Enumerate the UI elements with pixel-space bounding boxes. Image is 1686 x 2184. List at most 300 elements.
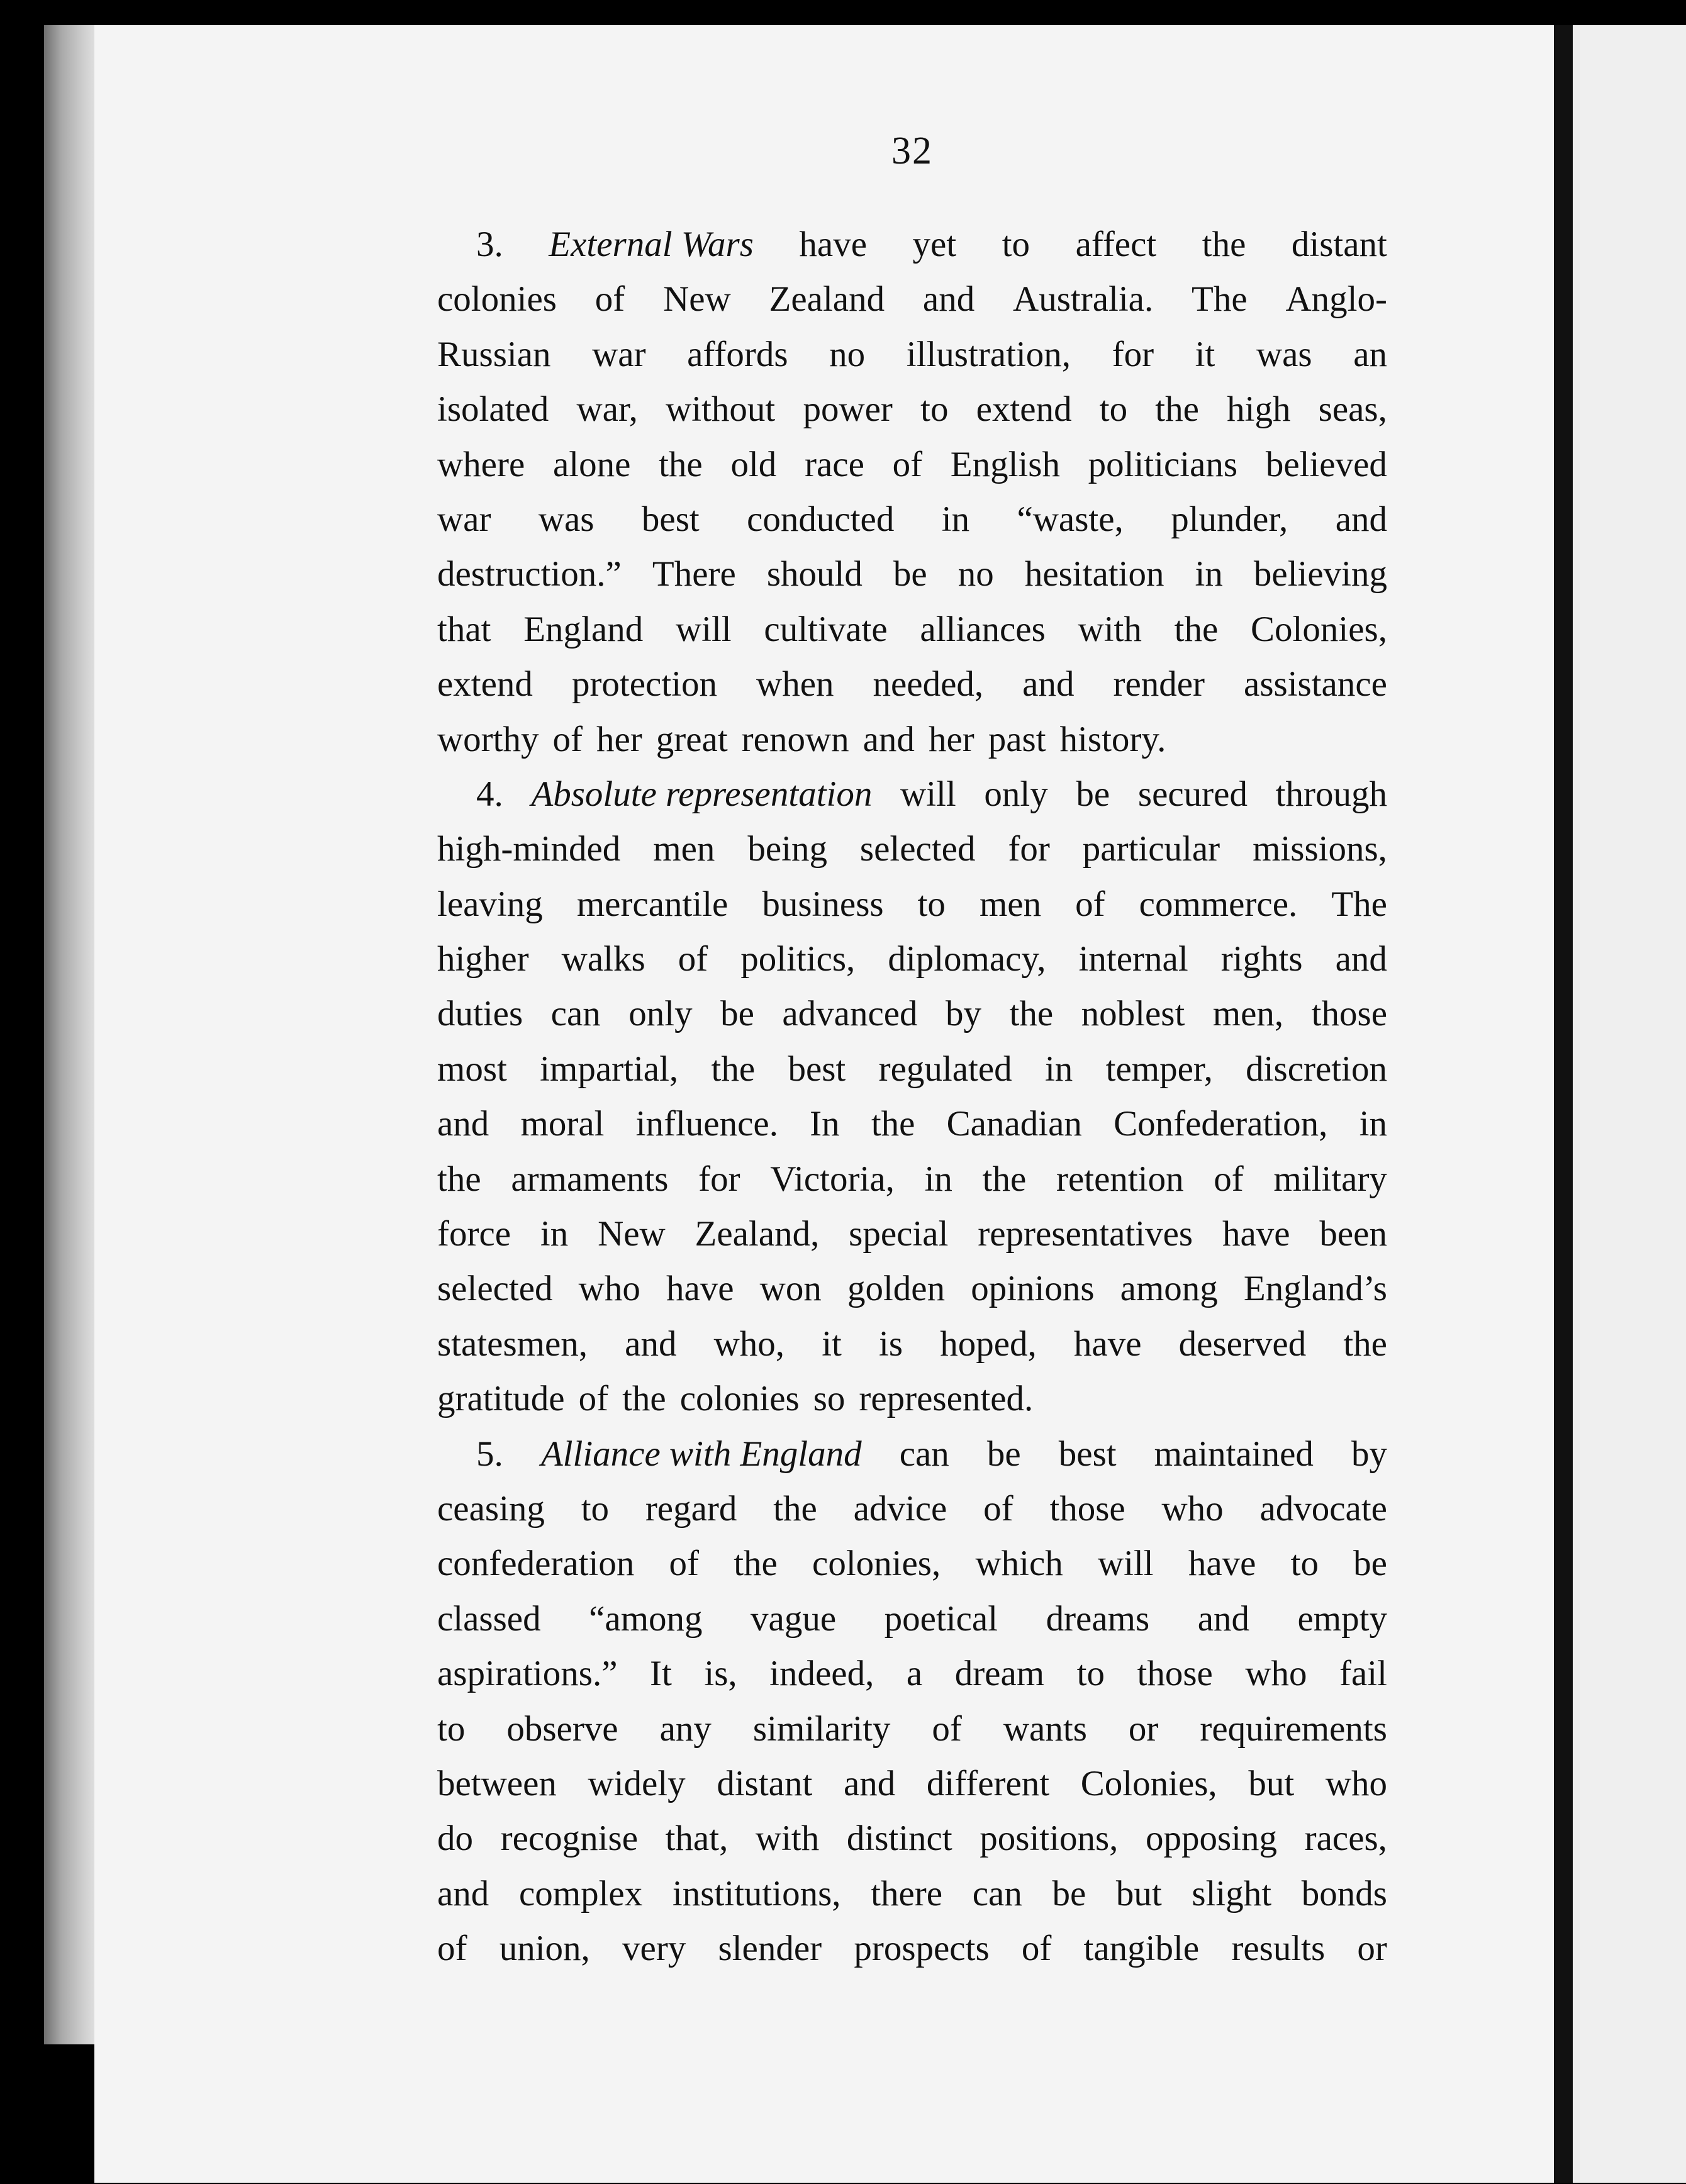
- page-number: 32: [891, 130, 933, 172]
- word: cultivate: [764, 609, 888, 649]
- word: advanced: [782, 994, 918, 1034]
- word: seas,: [1318, 389, 1387, 430]
- word: will: [675, 609, 732, 649]
- word: higher: [437, 939, 529, 979]
- word: of: [437, 1929, 467, 1969]
- word: or: [1128, 1708, 1159, 1749]
- text-line: [437, 1371, 1387, 1426]
- word: Australia.: [1013, 279, 1154, 320]
- word: can: [899, 1434, 949, 1474]
- word: without: [666, 389, 776, 430]
- word: poetical: [884, 1598, 998, 1639]
- word: England’s: [1243, 1269, 1387, 1309]
- text-line: [437, 547, 1387, 601]
- word: Anglo-: [1285, 279, 1387, 320]
- word: regulated: [878, 1049, 1012, 1089]
- word: be: [720, 994, 754, 1034]
- word: union,: [499, 1929, 590, 1969]
- word: destruction.”: [437, 554, 622, 594]
- word: and: [843, 1763, 896, 1803]
- word: only: [628, 994, 693, 1034]
- word: of: [678, 939, 708, 979]
- word: alone: [552, 444, 631, 484]
- word: aspirations.”: [437, 1654, 618, 1694]
- word: hesitation: [1024, 554, 1164, 594]
- word: prospects: [854, 1929, 990, 1969]
- word: selected: [437, 1269, 553, 1309]
- word: Canadian: [946, 1104, 1082, 1144]
- word: secured: [1137, 774, 1248, 814]
- word: who,: [713, 1323, 785, 1364]
- word: and: [437, 1104, 489, 1144]
- word: bonds: [1301, 1873, 1387, 1914]
- word: be: [1052, 1873, 1086, 1914]
- word: of: [669, 1544, 700, 1584]
- word: special: [849, 1214, 949, 1254]
- word: and: [922, 279, 975, 320]
- word: have: [1188, 1544, 1256, 1584]
- word: for: [698, 1159, 740, 1199]
- word: assistance: [1244, 664, 1387, 705]
- word: requirements: [1200, 1708, 1387, 1749]
- word: slender: [718, 1929, 822, 1969]
- word: by: [946, 994, 982, 1034]
- word: advocate: [1259, 1488, 1387, 1529]
- word: can: [972, 1873, 1022, 1914]
- word: best: [1058, 1434, 1117, 1474]
- word: the: [622, 1379, 666, 1419]
- word: maintained: [1154, 1434, 1314, 1474]
- word: colonies: [679, 1379, 800, 1419]
- word: was: [1256, 334, 1312, 374]
- word: influence.: [635, 1104, 778, 1144]
- text-line: [437, 1206, 1387, 1261]
- word: Russian: [437, 334, 551, 374]
- text-line: [437, 1096, 1387, 1151]
- word: similarity: [752, 1708, 891, 1749]
- word: New: [598, 1214, 666, 1254]
- word: politics,: [740, 939, 856, 979]
- word: distant: [717, 1763, 813, 1803]
- word: but: [1115, 1873, 1162, 1914]
- word: the: [1009, 994, 1054, 1034]
- text-line: [437, 1536, 1387, 1591]
- word: dream: [954, 1654, 1045, 1694]
- word: “among: [589, 1598, 703, 1639]
- word: of: [1021, 1929, 1052, 1969]
- text-line: [437, 1591, 1387, 1646]
- word: renown: [741, 719, 849, 759]
- word: of: [983, 1488, 1013, 1529]
- word: opposing: [1146, 1819, 1278, 1859]
- word: be: [1353, 1544, 1387, 1584]
- word: believing: [1253, 554, 1387, 594]
- word: the: [1343, 1323, 1387, 1364]
- word: to: [920, 389, 949, 430]
- word: the: [1202, 225, 1246, 264]
- word: conducted: [747, 499, 895, 539]
- word: the: [659, 444, 703, 484]
- word: represented.: [859, 1379, 1034, 1419]
- text-line: [437, 602, 1387, 657]
- word: distant: [1291, 225, 1387, 264]
- text-line: [437, 217, 1387, 272]
- word: and: [1335, 939, 1387, 979]
- word: of: [892, 444, 923, 484]
- text-line: [437, 767, 1387, 822]
- text-line: [437, 1042, 1387, 1096]
- word: great: [656, 719, 728, 759]
- word: needed,: [873, 664, 984, 705]
- word: and: [625, 1323, 677, 1364]
- text-line: [437, 657, 1387, 711]
- word: in: [540, 1214, 569, 1254]
- word: wants: [1003, 1708, 1087, 1749]
- word: walks: [561, 939, 645, 979]
- word: for: [1008, 829, 1050, 869]
- text-line: [437, 1702, 1387, 1756]
- word: opinions: [971, 1269, 1095, 1309]
- word: results: [1231, 1929, 1326, 1969]
- text-line: [437, 272, 1387, 326]
- word: 4.: [476, 774, 503, 814]
- word: the: [734, 1544, 778, 1584]
- word: in: [1044, 1049, 1073, 1089]
- word: observe: [506, 1708, 618, 1749]
- word: worthy: [437, 719, 539, 759]
- word: have: [666, 1269, 734, 1309]
- word: In: [810, 1104, 840, 1144]
- word: been: [1319, 1214, 1387, 1254]
- word: who: [1245, 1654, 1307, 1694]
- word: be: [1076, 774, 1110, 814]
- word: colonies,: [812, 1544, 941, 1584]
- word: impartial,: [540, 1049, 679, 1089]
- word: any: [659, 1708, 712, 1749]
- word: or: [1357, 1929, 1387, 1969]
- word: in: [1359, 1104, 1387, 1144]
- word: with: [755, 1819, 820, 1859]
- page-edge: [44, 25, 101, 2044]
- word: when: [756, 664, 834, 705]
- word: for: [1112, 334, 1154, 374]
- word: Zealand: [769, 279, 885, 320]
- word: in: [924, 1159, 952, 1199]
- italic-heading: External Wars: [549, 225, 754, 264]
- word: illustration,: [906, 334, 1071, 374]
- word: who: [1325, 1763, 1387, 1803]
- word: have: [799, 225, 868, 264]
- word: the: [1155, 389, 1199, 430]
- word: should: [766, 554, 863, 594]
- word: is,: [704, 1654, 737, 1694]
- word: mercantile: [576, 884, 729, 924]
- word: best: [788, 1049, 846, 1089]
- text-line: [437, 1866, 1387, 1921]
- word: force: [437, 1214, 511, 1254]
- word: affords: [687, 334, 788, 374]
- word: past: [988, 719, 1046, 759]
- word: those: [1137, 1654, 1213, 1694]
- word: particular: [1082, 829, 1220, 869]
- word: best: [641, 499, 700, 539]
- text-line: [437, 986, 1387, 1041]
- word: races,: [1304, 1819, 1387, 1859]
- text-line: [437, 1261, 1387, 1316]
- word: complex: [518, 1873, 643, 1914]
- word: golden: [847, 1269, 946, 1309]
- text-line: [437, 327, 1387, 382]
- word: yet: [912, 225, 957, 264]
- word: It: [650, 1654, 672, 1694]
- word: no: [957, 554, 994, 594]
- italic-heading: Absolute representation: [531, 774, 873, 814]
- word: war: [592, 334, 646, 374]
- text-line: [437, 1481, 1387, 1536]
- word: different: [926, 1763, 1050, 1803]
- word: internal: [1078, 939, 1188, 979]
- word: regard: [645, 1488, 737, 1529]
- word: there: [871, 1873, 943, 1914]
- text-line: [437, 1152, 1387, 1206]
- word: which: [975, 1544, 1063, 1584]
- word: armaments: [511, 1159, 669, 1199]
- word: and: [863, 719, 915, 759]
- word: between: [437, 1763, 557, 1803]
- word: plunder,: [1171, 499, 1288, 539]
- word: positions,: [980, 1819, 1119, 1859]
- word: institutions,: [672, 1873, 841, 1914]
- text-line: [437, 1646, 1387, 1701]
- word: selected: [859, 829, 976, 869]
- text-line: [437, 932, 1387, 986]
- text-line: [437, 712, 1387, 767]
- word: temper,: [1105, 1049, 1213, 1089]
- word: indeed,: [769, 1654, 874, 1694]
- word: was: [538, 499, 595, 539]
- word: of: [1075, 884, 1105, 924]
- word: ceasing: [437, 1488, 545, 1529]
- word: England: [523, 609, 644, 649]
- word: power: [803, 389, 893, 430]
- word: The: [1331, 884, 1387, 924]
- word: and: [1335, 499, 1387, 539]
- word: the: [773, 1488, 817, 1529]
- word: noblest: [1081, 994, 1185, 1034]
- word: men,: [1212, 994, 1284, 1034]
- word: commerce.: [1139, 884, 1298, 924]
- word: and: [1022, 664, 1075, 705]
- word: 5.: [476, 1434, 503, 1474]
- word: the: [711, 1049, 756, 1089]
- word: empty: [1297, 1598, 1387, 1639]
- word: of: [578, 1379, 609, 1419]
- word: missions,: [1253, 829, 1387, 869]
- word: extend: [976, 389, 1072, 430]
- word: is: [879, 1323, 903, 1364]
- text-line: [437, 1427, 1387, 1481]
- word: The: [1192, 279, 1248, 320]
- word: dreams: [1046, 1598, 1150, 1639]
- word: will: [900, 774, 956, 814]
- word: who: [1161, 1488, 1224, 1529]
- page-gutter: [1554, 25, 1573, 2183]
- word: to: [437, 1708, 466, 1749]
- word: men: [653, 829, 715, 869]
- word: an: [1353, 334, 1387, 374]
- word: to: [917, 884, 946, 924]
- word: old: [730, 444, 777, 484]
- word: the: [871, 1104, 915, 1144]
- word: to: [1076, 1654, 1105, 1694]
- word: among: [1120, 1269, 1218, 1309]
- word: rights: [1220, 939, 1303, 979]
- word: hoped,: [940, 1323, 1037, 1364]
- text-line: [437, 382, 1387, 437]
- word: retention: [1056, 1159, 1184, 1199]
- adjacent-page-edge: [1573, 25, 1686, 2183]
- text-line: [437, 822, 1387, 876]
- word: can: [550, 994, 601, 1034]
- body-text: [437, 217, 1387, 1976]
- word: deserved: [1178, 1323, 1307, 1364]
- word: Colonies,: [1251, 609, 1387, 649]
- word: will: [1097, 1544, 1154, 1584]
- word: and: [437, 1873, 489, 1914]
- word: through: [1275, 774, 1387, 814]
- word: military: [1273, 1159, 1387, 1199]
- word: be: [893, 554, 927, 594]
- word: where: [437, 444, 525, 484]
- word: the: [1174, 609, 1219, 649]
- word: to: [581, 1488, 610, 1529]
- word: duties: [437, 994, 523, 1034]
- word: in: [941, 499, 970, 539]
- text-line: [437, 1317, 1387, 1371]
- word: the: [437, 1159, 481, 1199]
- word: have: [1073, 1323, 1142, 1364]
- word: be: [986, 1434, 1021, 1474]
- word: it: [822, 1323, 842, 1364]
- word: a: [906, 1654, 923, 1694]
- word: extend: [437, 664, 533, 705]
- text-line: [437, 877, 1387, 932]
- word: representatives: [978, 1214, 1193, 1254]
- word: that,: [665, 1819, 729, 1859]
- word: widely: [588, 1763, 686, 1803]
- word: Victoria,: [770, 1159, 895, 1199]
- word: Confederation,: [1114, 1104, 1328, 1144]
- word: distinct: [846, 1819, 952, 1859]
- text-line: [437, 1811, 1387, 1866]
- word: protection: [571, 664, 718, 705]
- word: affect: [1075, 225, 1157, 264]
- word: slight: [1192, 1873, 1272, 1914]
- word: render: [1113, 664, 1205, 705]
- word: English: [950, 444, 1060, 484]
- word: do: [437, 1819, 473, 1859]
- word: most: [437, 1049, 507, 1089]
- word: to: [1290, 1544, 1319, 1584]
- word: tangible: [1083, 1929, 1200, 1969]
- italic-heading: Alliance with England: [540, 1434, 862, 1474]
- word: classed: [437, 1598, 541, 1639]
- word: only: [984, 774, 1048, 814]
- word: it: [1195, 334, 1215, 374]
- word: so: [813, 1379, 846, 1419]
- word: her: [928, 719, 974, 759]
- text-line: [437, 1756, 1387, 1811]
- word: but: [1248, 1763, 1295, 1803]
- word: recognise: [500, 1819, 638, 1859]
- word: and: [1197, 1598, 1249, 1639]
- word: very: [622, 1929, 686, 1969]
- text-line: [437, 437, 1387, 492]
- word: men: [979, 884, 1042, 924]
- word: those: [1311, 994, 1387, 1034]
- word: New: [663, 279, 731, 320]
- word: vague: [751, 1598, 837, 1639]
- word: colonies: [437, 279, 557, 320]
- word: race: [804, 444, 864, 484]
- word: war: [437, 499, 491, 539]
- word: won: [759, 1269, 822, 1309]
- word: moral: [520, 1104, 605, 1144]
- word: of: [595, 279, 625, 320]
- word: confederation: [437, 1544, 635, 1584]
- word: in: [1195, 554, 1223, 594]
- word: those: [1049, 1488, 1125, 1529]
- word: being: [747, 829, 827, 869]
- word: history.: [1059, 719, 1166, 759]
- word: to: [1002, 225, 1030, 264]
- word: diplomacy,: [888, 939, 1046, 979]
- word: statesmen,: [437, 1323, 588, 1364]
- word: believed: [1265, 444, 1387, 484]
- word: leaving: [437, 884, 543, 924]
- word: the: [982, 1159, 1027, 1199]
- word: by: [1351, 1434, 1387, 1474]
- word: isolated: [437, 389, 549, 430]
- text-line: [437, 1921, 1387, 1976]
- word: of: [932, 1708, 962, 1749]
- word: Colonies,: [1080, 1763, 1217, 1803]
- word: who: [578, 1269, 640, 1309]
- word: There: [652, 554, 736, 594]
- word: fail: [1339, 1654, 1387, 1694]
- word: that: [437, 609, 491, 649]
- word: war,: [576, 389, 638, 430]
- word: with: [1078, 609, 1142, 649]
- word: advice: [853, 1488, 947, 1529]
- word: have: [1222, 1214, 1290, 1254]
- word: gratitude: [437, 1379, 565, 1419]
- word: high-minded: [437, 829, 621, 869]
- word: alliances: [920, 609, 1046, 649]
- word: “waste,: [1017, 499, 1124, 539]
- word: business: [762, 884, 884, 924]
- word: politicians: [1088, 444, 1238, 484]
- word: 3.: [476, 225, 503, 264]
- word: no: [829, 334, 866, 374]
- word: to: [1099, 389, 1128, 430]
- word: of: [1214, 1159, 1244, 1199]
- text-line: [437, 492, 1387, 547]
- word: discretion: [1246, 1049, 1387, 1089]
- word: high: [1227, 389, 1291, 430]
- word: her: [596, 719, 642, 759]
- word: Zealand,: [695, 1214, 820, 1254]
